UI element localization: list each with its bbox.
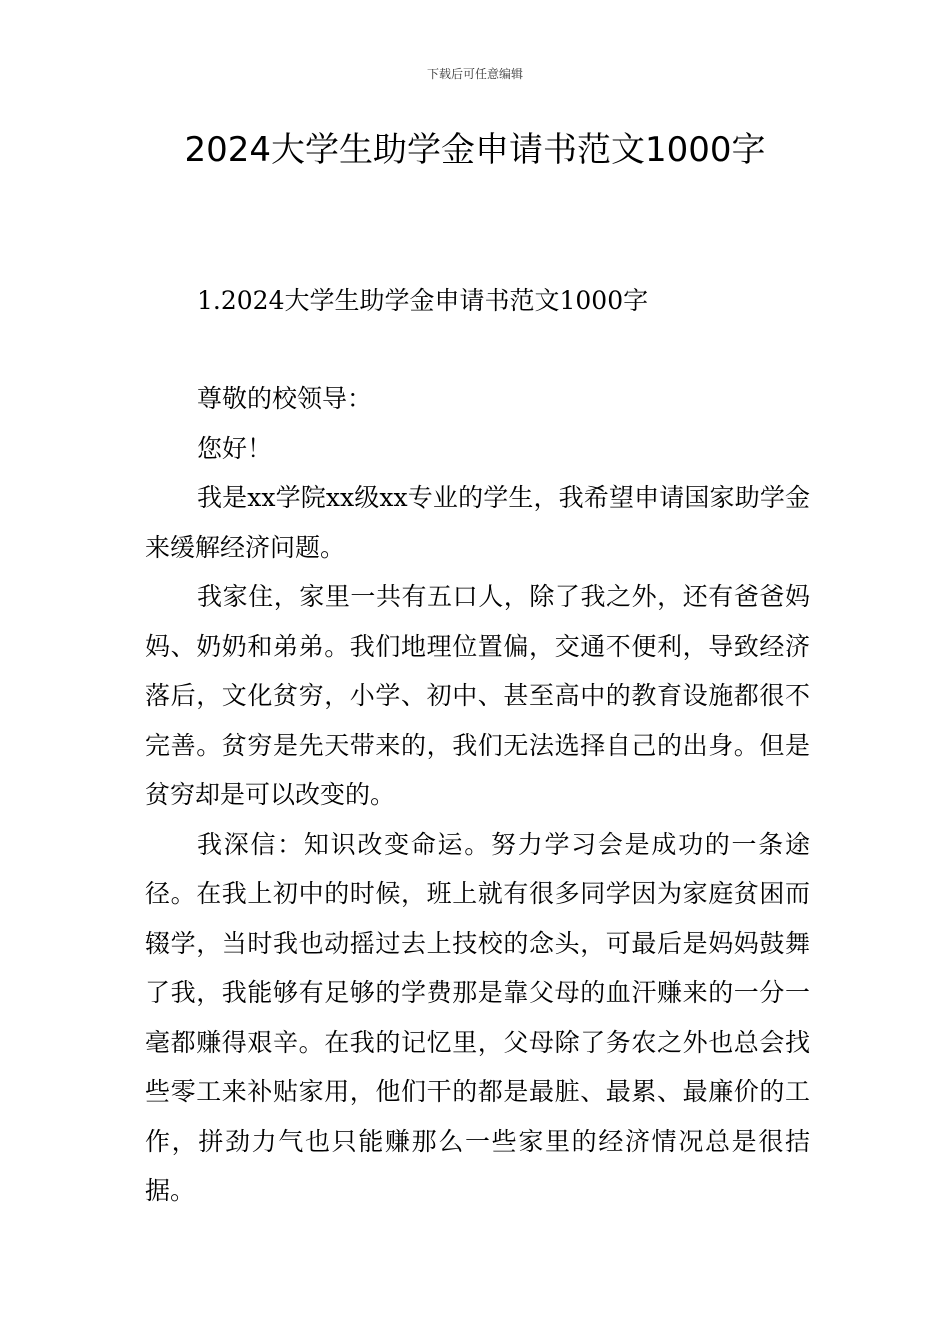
page-header-note: 下载后可任意编辑 — [426, 67, 523, 81]
body-paragraph: 我家住，家里一共有五口人，除了我之外，还有爸爸妈妈、奶奶和弟弟。我们地理位置偏，交通不便利，导致经济落后，文化贫穷，小学、初中、甚至高中的教育设施都很不完善。贫穷是先天带来的，我们无法选择自己的出身。但是贫穷却是可以改变的。 — [145, 582, 810, 809]
document-title: 2024大学生助学金申请书范文1000字 — [184, 130, 766, 170]
greeting-paragraph: 您好！ — [197, 433, 273, 463]
section-heading — [145, 276, 810, 326]
body-paragraph: 我深信：知识改变命运。努力学习会是成功的一条途径。在我上初中的时候，班上就有很多同学因为家庭贫困而辍学，当时我也动摇过去上技校的念头，可最后是妈妈鼓舞了我，我能够有足够的学费那是靠父母的血汗赚来的一分一毫都赚得艰辛。在我的记忆里，父母除了务农之外也总会找些零工来补贴家用，他们干的都是最脏、最累、最廉价的工作，拼劲力气也只能赚那么一些家里的经济情况总是很拮据。 — [145, 829, 810, 1205]
salutation-paragraph: 尊敬的校领导： — [197, 384, 373, 413]
body-paragraph: 我是xx学院xx级xx专业的学生，我希望申请国家助学金来缓解经济问题。 — [145, 483, 810, 562]
section-heading-text: 1.2024大学生助学金申请书范文1000字 — [197, 286, 649, 315]
document-body — [145, 374, 810, 1216]
